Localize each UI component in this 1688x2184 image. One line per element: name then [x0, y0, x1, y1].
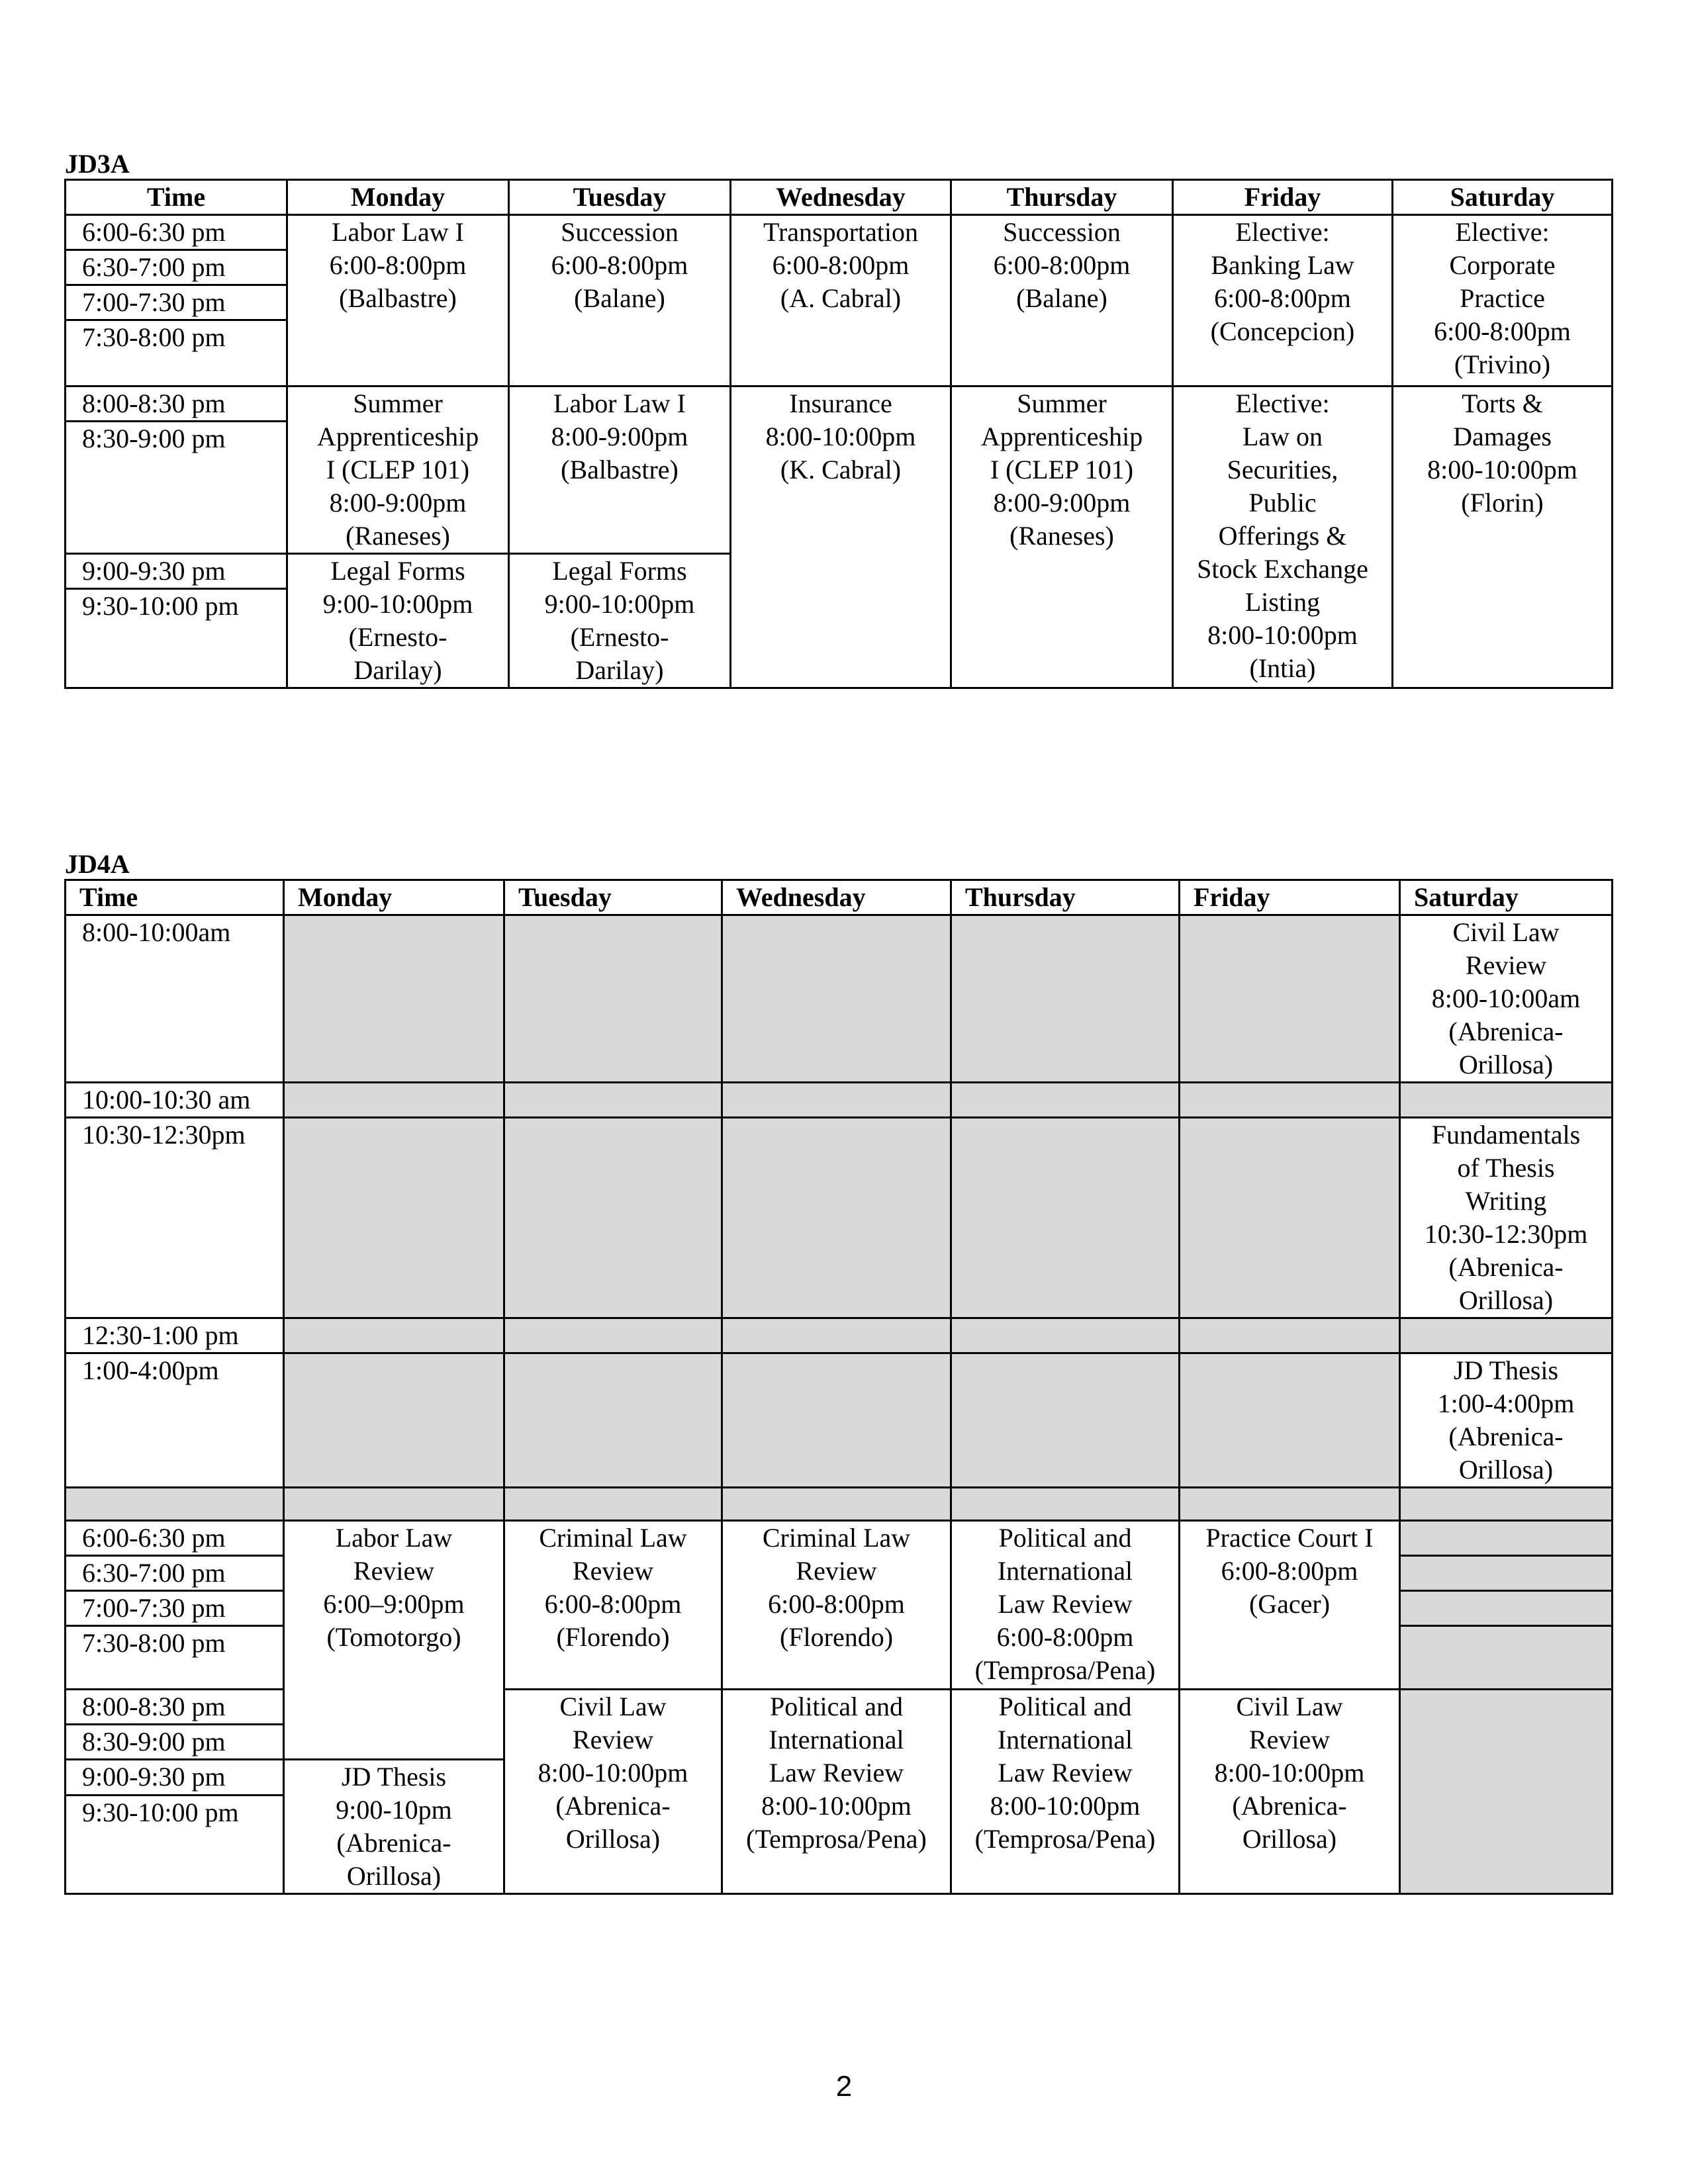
header-friday: Friday [1180, 880, 1400, 915]
class-cell-line: 6:00-8:00pm [993, 250, 1131, 280]
class-cell-line: (Raneses) [346, 521, 450, 551]
class-cell [509, 215, 731, 387]
class-cell [1393, 387, 1613, 688]
empty-slot [66, 1488, 284, 1521]
time-slot: 7:30-8:00 pm [66, 1626, 284, 1690]
empty-slot [1400, 1591, 1613, 1626]
class-cell-line: Political and [998, 1523, 1132, 1553]
class-cell [951, 1521, 1180, 1690]
class-cell-line: Review [572, 1556, 654, 1586]
class-cell [509, 554, 731, 688]
empty-slot [1400, 1521, 1613, 1556]
class-cell-line: Orillosa) [346, 1861, 442, 1891]
empty-slot [1180, 1083, 1400, 1118]
class-cell-line: Darilay) [575, 655, 664, 685]
class-cell-line: Civil Law [1452, 917, 1560, 947]
header-tuesday: Tuesday [509, 180, 731, 215]
class-cell-line: (Trivino) [1454, 349, 1551, 379]
time-slot: 12:30-1:00 pm [66, 1318, 284, 1353]
class-cell-line: (Abrenica- [1448, 1017, 1564, 1046]
class-cell-line: Labor Law I [332, 217, 464, 247]
time-slot: 8:30-9:00 pm [66, 1725, 284, 1760]
class-cell-line: Criminal Law [762, 1523, 911, 1553]
empty-slot [284, 1318, 504, 1353]
class-cell [509, 387, 731, 554]
time-slot: 8:00-10:00am [66, 915, 284, 1083]
empty-slot [504, 1353, 722, 1488]
class-cell-line: 8:00-10:00pm [538, 1758, 688, 1788]
class-cell [1400, 1118, 1613, 1318]
class-cell-line: Damages [1453, 422, 1552, 451]
class-cell-line: (Balbastre) [339, 283, 457, 313]
class-cell-line: Labor Law I [553, 388, 686, 418]
empty-slot [722, 1118, 951, 1318]
jd3a-label: JD3A [65, 149, 130, 179]
empty-slot [284, 1083, 504, 1118]
empty-slot [951, 1083, 1180, 1118]
class-cell [951, 1690, 1180, 1894]
class-cell-line: (Florin) [1461, 488, 1544, 518]
class-cell-line: (Ernesto- [570, 622, 669, 652]
empty-slot [951, 1118, 1180, 1318]
class-cell-line: Political and [769, 1692, 904, 1721]
class-cell-line: Orillosa) [1458, 1285, 1554, 1315]
class-cell-line: Law Review [769, 1758, 904, 1788]
time-slot: 8:00-8:30 pm [66, 1690, 284, 1725]
class-cell-line: Civil Law [559, 1692, 667, 1721]
class-cell-line: Political and [998, 1692, 1132, 1721]
class-cell-line: 6:00-8:00pm [772, 250, 910, 280]
class-cell-line: 9:00-10:00pm [322, 589, 473, 619]
header-wednesday: Wednesday [731, 180, 951, 215]
class-cell-line: 10:30-12:30pm [1424, 1219, 1588, 1249]
class-cell-line: Darilay) [353, 655, 442, 685]
empty-slot [722, 915, 951, 1083]
class-cell-line: Fundamentals [1431, 1120, 1581, 1150]
class-cell [722, 1690, 951, 1894]
class-cell-line: 8:00-10:00pm [1214, 1758, 1365, 1788]
empty-slot [951, 1353, 1180, 1488]
class-cell [284, 1521, 504, 1760]
class-cell-line: (Abrenica- [1232, 1791, 1347, 1821]
jd3a-schedule-table [64, 179, 1613, 689]
empty-slot [722, 1318, 951, 1353]
class-cell-line: Banking Law [1211, 250, 1354, 280]
class-cell-line: Orillosa) [1458, 1050, 1554, 1079]
class-cell-line: Elective: [1235, 388, 1330, 418]
class-cell-line: (Balbastre) [561, 455, 679, 484]
class-cell-line: Review [572, 1725, 654, 1754]
time-slot: 9:00-9:30 pm [66, 1760, 284, 1796]
class-cell-line: Orillosa) [1242, 1824, 1337, 1854]
header-saturday: Saturday [1393, 180, 1613, 215]
class-cell-line: Criminal Law [539, 1523, 687, 1553]
empty-slot [1400, 1626, 1613, 1690]
class-cell-line: (Florendo) [779, 1622, 894, 1652]
class-cell-line: 6:00–9:00pm [323, 1589, 465, 1619]
class-cell-line: Torts & [1462, 388, 1543, 418]
class-cell-line: Public [1248, 488, 1317, 518]
class-cell-line: Summer [1017, 388, 1107, 418]
class-cell-line: (Florendo) [556, 1622, 670, 1652]
class-cell-line: 1:00-4:00pm [1437, 1388, 1575, 1418]
class-cell-line: 8:00-10:00pm [1207, 620, 1358, 650]
class-cell-line: (Abrenica- [555, 1791, 671, 1821]
class-cell-line: International [997, 1556, 1133, 1586]
class-cell-line: (Ernesto- [348, 622, 447, 652]
class-cell [287, 215, 509, 387]
class-cell-line: (K. Cabral) [780, 455, 902, 484]
class-cell-line: International [769, 1725, 904, 1754]
empty-slot [284, 1488, 504, 1521]
class-cell-line: (Abrenica- [1448, 1252, 1564, 1282]
class-cell-line: 8:00-10:00pm [761, 1791, 912, 1821]
table-header-row [66, 180, 1613, 215]
class-cell [731, 387, 951, 688]
class-cell-line: Law Review [998, 1589, 1133, 1619]
class-cell-line: (Balane) [1016, 283, 1107, 313]
class-cell-line: (Temprosa/Pena) [974, 1655, 1156, 1685]
class-cell-line: (Concepcion) [1210, 316, 1355, 346]
class-cell-line: Insurance [789, 388, 892, 418]
jd4a-schedule-table [64, 879, 1613, 1895]
page-number: 2 [835, 2070, 853, 2103]
time-slot: 7:30-8:00 pm [66, 320, 287, 387]
class-cell-line: Apprenticeship [316, 422, 479, 451]
empty-slot [1180, 1118, 1400, 1318]
class-cell-line: I (CLEP 101) [326, 455, 470, 484]
class-cell-line: Stock Exchange [1197, 554, 1368, 584]
empty-slot [504, 1083, 722, 1118]
empty-slot [951, 1318, 1180, 1353]
class-cell [722, 1521, 951, 1690]
header-saturday: Saturday [1400, 880, 1613, 915]
time-slot: 1:00-4:00pm [66, 1353, 284, 1488]
class-cell-line: 8:00-9:00pm [329, 488, 467, 518]
class-cell [1180, 1690, 1400, 1894]
class-cell-line: I (CLEP 101) [990, 455, 1134, 484]
class-cell-line: 9:00-10pm [336, 1795, 452, 1825]
class-cell-line: Legal Forms [330, 556, 465, 586]
table-header-row [66, 880, 1613, 915]
class-cell-line: 6:00-8:00pm [1221, 1556, 1358, 1586]
class-cell [1400, 1353, 1613, 1488]
class-cell-line: Law on [1242, 422, 1323, 451]
class-cell-line: of Thesis [1457, 1153, 1555, 1183]
class-cell [951, 387, 1173, 688]
class-cell-line: 9:00-10:00pm [544, 589, 695, 619]
empty-slot [504, 915, 722, 1083]
class-cell-line: (Balane) [574, 283, 665, 313]
empty-slot [951, 915, 1180, 1083]
class-cell [951, 215, 1173, 387]
class-cell-line: 6:00-8:00pm [996, 1622, 1134, 1652]
header-thursday: Thursday [951, 180, 1173, 215]
empty-slot [504, 1488, 722, 1521]
class-cell-line: 6:00-8:00pm [551, 250, 688, 280]
header-monday: Monday [284, 880, 504, 915]
class-cell-line: JD Thesis [341, 1762, 447, 1792]
time-slot: 10:30-12:30pm [66, 1118, 284, 1318]
header-time: Time [66, 180, 287, 215]
empty-slot [1400, 1556, 1613, 1591]
class-cell-line: Elective: [1455, 217, 1550, 247]
class-cell-line: 6:00-8:00pm [1434, 316, 1571, 346]
empty-slot [504, 1118, 722, 1318]
class-cell-line: (Tomotorgo) [326, 1622, 461, 1652]
empty-slot [1400, 1488, 1613, 1521]
class-cell-line: Summer [353, 388, 443, 418]
class-cell-line: Legal Forms [552, 556, 687, 586]
class-cell-line: (Abrenica- [1448, 1422, 1564, 1451]
empty-slot [1180, 915, 1400, 1083]
class-cell-line: 6:00-8:00pm [329, 250, 467, 280]
empty-slot [951, 1488, 1180, 1521]
time-slot: 9:30-10:00 pm [66, 1795, 284, 1893]
class-cell-line: 8:00-10:00am [1431, 983, 1581, 1013]
class-cell-line: Apprenticeship [980, 422, 1143, 451]
class-cell-line: Writing [1465, 1186, 1547, 1216]
class-cell-line: 8:00-10:00pm [765, 422, 916, 451]
class-cell-line: Practice Court I [1205, 1523, 1374, 1553]
class-cell-line: Succession [1003, 217, 1121, 247]
class-cell-line: 8:00-10:00pm [1427, 455, 1577, 484]
class-cell-line: Succession [561, 217, 679, 247]
time-slot: 6:00-6:30 pm [66, 1521, 284, 1556]
class-cell-line: Review [1248, 1725, 1331, 1754]
class-cell [284, 1760, 504, 1894]
header-tuesday: Tuesday [504, 880, 722, 915]
class-cell [504, 1690, 722, 1894]
class-cell-line: 8:00-9:00pm [551, 422, 688, 451]
class-cell-line: (Abrenica- [336, 1828, 451, 1858]
time-slot: 9:00-9:30 pm [66, 554, 287, 589]
class-cell-line: Civil Law [1236, 1692, 1343, 1721]
class-cell-line: 6:00-8:00pm [544, 1589, 682, 1619]
time-slot: 6:30-7:00 pm [66, 250, 287, 285]
class-cell-line: (Temprosa/Pena) [974, 1824, 1156, 1854]
empty-slot [284, 1353, 504, 1488]
time-slot: 8:30-9:00 pm [66, 422, 287, 554]
class-cell [1173, 387, 1393, 688]
header-monday: Monday [287, 180, 509, 215]
class-cell-line: Practice [1460, 283, 1545, 313]
class-cell [504, 1521, 722, 1690]
class-cell-line: Review [796, 1556, 877, 1586]
jd4a-label: JD4A [65, 849, 130, 879]
class-cell-line: (Intia) [1249, 653, 1316, 683]
class-cell-line: 6:00-8:00pm [1214, 283, 1351, 313]
class-cell-line: Corporate [1449, 250, 1556, 280]
empty-slot [722, 1083, 951, 1118]
class-cell [1173, 215, 1393, 387]
time-slot: 6:30-7:00 pm [66, 1556, 284, 1591]
class-cell-line: International [997, 1725, 1133, 1754]
class-cell-line: (Temprosa/Pena) [746, 1824, 927, 1854]
empty-slot [722, 1488, 951, 1521]
class-cell-line: (Raneses) [1009, 521, 1114, 551]
class-cell [1393, 215, 1613, 387]
time-slot: 8:00-8:30 pm [66, 387, 287, 422]
empty-slot [1400, 1318, 1613, 1353]
class-cell-line: Listing [1244, 587, 1321, 617]
time-slot: 7:00-7:30 pm [66, 285, 287, 320]
class-cell-line: Review [353, 1556, 435, 1586]
empty-slot [284, 1118, 504, 1318]
class-cell-line: 6:00-8:00pm [768, 1589, 905, 1619]
class-cell-line: Orillosa) [565, 1824, 661, 1854]
class-cell-line: 8:00-10:00pm [990, 1791, 1141, 1821]
empty-slot [284, 915, 504, 1083]
class-cell-line: Transportation [763, 217, 919, 247]
separator-row [66, 1488, 1613, 1521]
class-cell-line: Offerings & [1218, 521, 1347, 551]
class-cell-line: (Gacer) [1248, 1589, 1331, 1619]
class-cell [1400, 915, 1613, 1083]
empty-slot [722, 1353, 951, 1488]
class-cell-line: (A. Cabral) [780, 283, 902, 313]
empty-slot [1180, 1318, 1400, 1353]
time-slot: 9:30-10:00 pm [66, 589, 287, 688]
header-time: Time [66, 880, 284, 915]
class-cell-line: Elective: [1235, 217, 1330, 247]
empty-slot [1400, 1690, 1613, 1894]
class-cell-line: Securities, [1227, 455, 1338, 484]
empty-slot [1400, 1083, 1613, 1118]
class-cell-line: JD Thesis [1453, 1355, 1559, 1385]
header-friday: Friday [1173, 180, 1393, 215]
time-slot: 7:00-7:30 pm [66, 1591, 284, 1626]
class-cell-line: 8:00-9:00pm [993, 488, 1131, 518]
class-cell-line: Orillosa) [1458, 1455, 1554, 1484]
time-slot: 6:00-6:30 pm [66, 215, 287, 250]
header-wednesday: Wednesday [722, 880, 951, 915]
class-cell-line: Law Review [998, 1758, 1133, 1788]
class-cell-line: Labor Law [335, 1523, 453, 1553]
time-slot: 10:00-10:30 am [66, 1083, 284, 1118]
empty-slot [504, 1318, 722, 1353]
class-cell [731, 215, 951, 387]
class-cell [1180, 1521, 1400, 1690]
class-cell [287, 554, 509, 688]
class-cell-line: Review [1465, 950, 1547, 980]
empty-slot [1180, 1488, 1400, 1521]
empty-slot [1180, 1353, 1400, 1488]
class-cell [287, 387, 509, 554]
header-thursday: Thursday [951, 880, 1180, 915]
